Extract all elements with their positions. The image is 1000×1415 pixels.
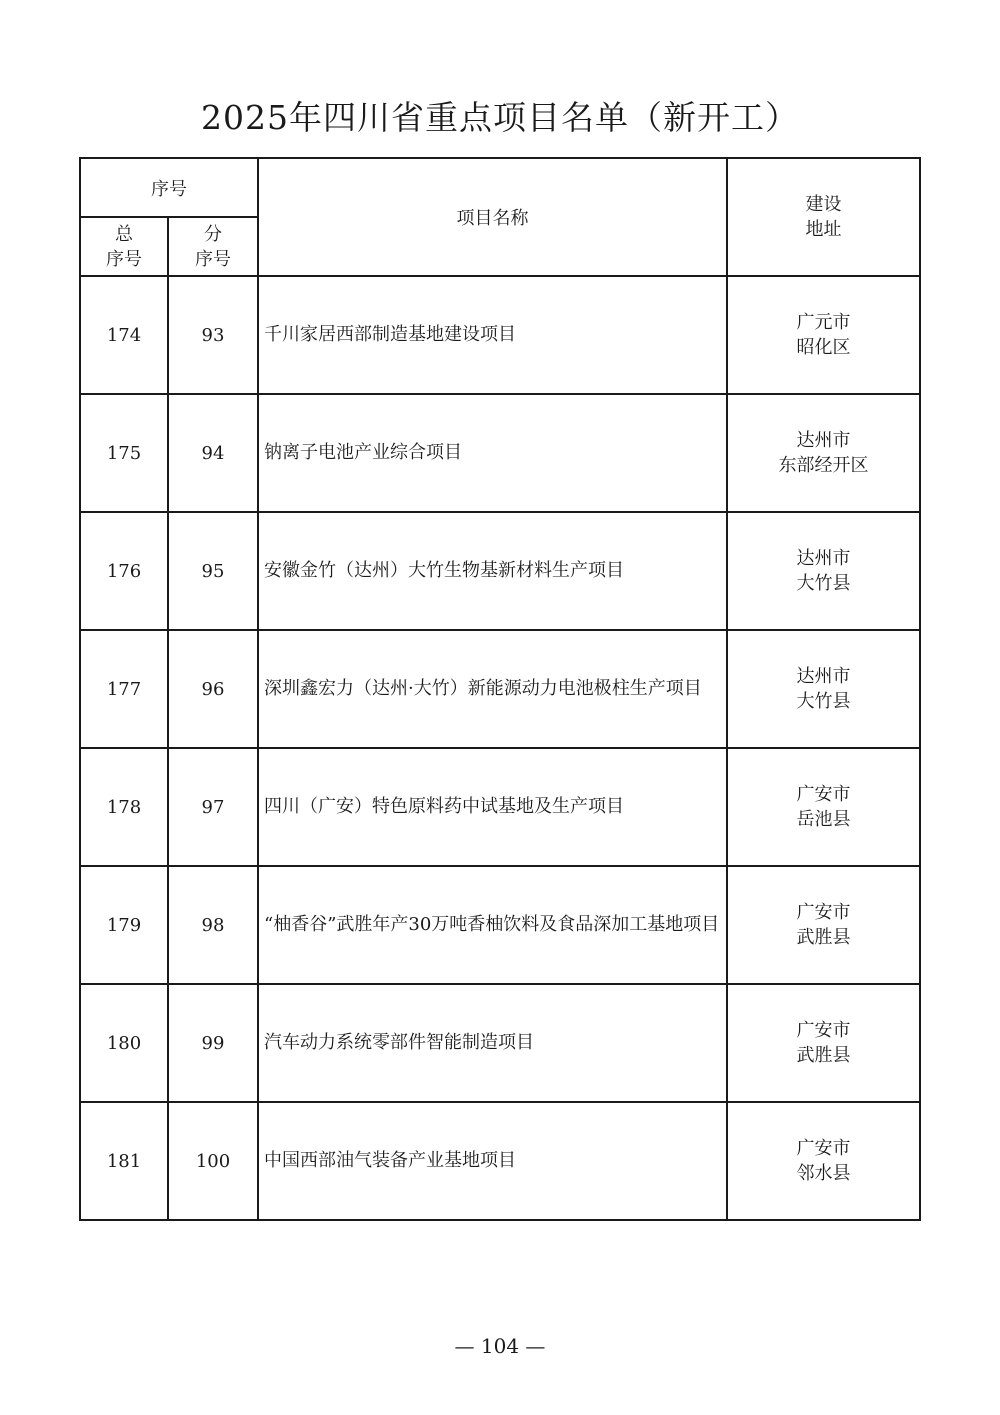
location-city: 广元市 <box>796 312 851 333</box>
table-row <box>80 1102 920 1220</box>
total-seq-cell: 176 <box>80 512 168 630</box>
location-city: 达州市 <box>796 430 851 451</box>
table-row <box>80 866 920 984</box>
total-seq-cell: 175 <box>80 394 168 512</box>
table-row <box>80 276 920 394</box>
header-total-seq-line1: 总 <box>115 223 133 245</box>
location-city: 广安市 <box>796 784 851 805</box>
location-cell <box>727 1102 920 1220</box>
location-district: 邻水县 <box>796 1163 851 1184</box>
header-location-line2: 地址 <box>805 219 842 240</box>
header-seq-group: 序号 <box>80 158 258 217</box>
sub-seq-cell: 96 <box>168 630 258 748</box>
location-cell <box>727 748 920 866</box>
table-row <box>80 630 920 748</box>
header-sub-seq-line2: 序号 <box>195 248 231 270</box>
header-location-line1: 建设 <box>805 194 842 215</box>
header-location <box>727 158 920 276</box>
location-district: 大竹县 <box>796 691 851 712</box>
project-table <box>79 157 921 1221</box>
sub-seq-cell: 93 <box>168 276 258 394</box>
project-name-cell: “柚香谷”武胜年产30万吨香柚饮料及食品深加工基地项目 <box>258 866 727 984</box>
location-district: 昭化区 <box>796 337 851 358</box>
location-city: 广安市 <box>796 1020 851 1041</box>
location-city: 广安市 <box>796 902 851 923</box>
location-district: 大竹县 <box>796 573 851 594</box>
page-title: 2025年四川省重点项目名单（新开工） <box>201 98 799 137</box>
project-name-cell: 深圳鑫宏力（达州·大竹）新能源动力电池极柱生产项目 <box>258 630 727 748</box>
table-row <box>80 512 920 630</box>
total-seq-cell: 177 <box>80 630 168 748</box>
sub-seq-cell: 98 <box>168 866 258 984</box>
project-name-cell: 安徽金竹（达州）大竹生物基新材料生产项目 <box>258 512 727 630</box>
location-district: 武胜县 <box>796 927 851 948</box>
project-name-cell: 汽车动力系统零部件智能制造项目 <box>258 984 727 1102</box>
page-number: — 104 — <box>454 1334 546 1358</box>
location-district: 岳池县 <box>796 809 851 830</box>
sub-seq-cell: 100 <box>168 1102 258 1220</box>
project-name-cell: 钠离子电池产业综合项目 <box>258 394 727 512</box>
total-seq-cell: 178 <box>80 748 168 866</box>
location-cell <box>727 866 920 984</box>
project-name-cell: 中国西部油气装备产业基地项目 <box>258 1102 727 1220</box>
header-sub-seq-line1: 分 <box>204 223 222 245</box>
location-city: 达州市 <box>796 666 851 687</box>
location-cell <box>727 276 920 394</box>
sub-seq-cell: 97 <box>168 748 258 866</box>
project-name-cell: 四川（广安）特色原料药中试基地及生产项目 <box>258 748 727 866</box>
location-cell <box>727 512 920 630</box>
sub-seq-cell: 99 <box>168 984 258 1102</box>
total-seq-cell: 181 <box>80 1102 168 1220</box>
table-row <box>80 394 920 512</box>
header-project-name: 项目名称 <box>258 158 727 276</box>
total-seq-cell: 179 <box>80 866 168 984</box>
location-district: 东部经开区 <box>778 455 869 476</box>
sub-seq-cell: 95 <box>168 512 258 630</box>
location-city: 广安市 <box>796 1138 851 1159</box>
header-total-seq <box>80 217 168 276</box>
total-seq-cell: 174 <box>80 276 168 394</box>
sub-seq-cell: 94 <box>168 394 258 512</box>
header-sub-seq <box>168 217 258 276</box>
project-name-cell: 千川家居西部制造基地建设项目 <box>258 276 727 394</box>
location-cell <box>727 984 920 1102</box>
location-city: 达州市 <box>796 548 851 569</box>
location-district: 武胜县 <box>796 1045 851 1066</box>
table-row <box>80 748 920 866</box>
header-total-seq-line2: 序号 <box>106 248 142 270</box>
total-seq-cell: 180 <box>80 984 168 1102</box>
location-cell <box>727 630 920 748</box>
location-cell <box>727 394 920 512</box>
table-row <box>80 984 920 1102</box>
